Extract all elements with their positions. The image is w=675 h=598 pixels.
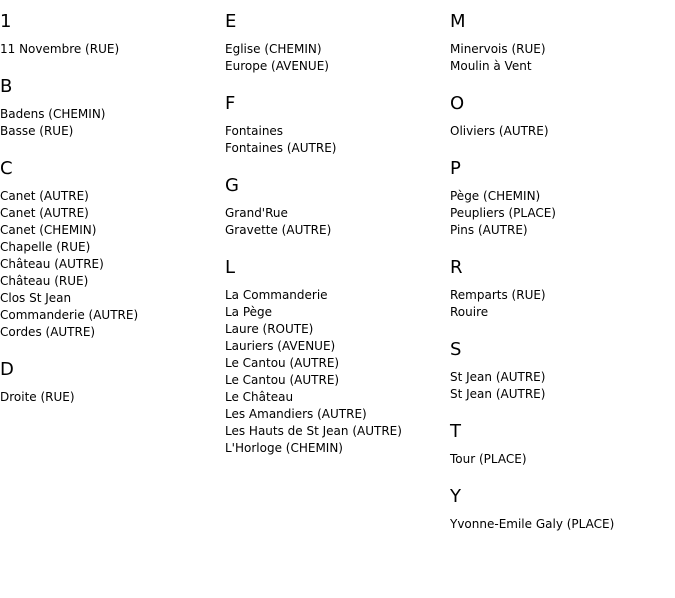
street-link[interactable]: Cordes (AUTRE) <box>0 325 96 339</box>
letter-group <box>225 257 450 457</box>
street-link[interactable]: Moulin à Vent <box>450 59 532 73</box>
street-link[interactable]: Fontaines (AUTRE) <box>225 141 337 155</box>
street-link[interactable]: Pins (AUTRE) <box>450 223 528 237</box>
letter-group <box>450 421 675 468</box>
street-link[interactable]: Droite (RUE) <box>0 390 75 404</box>
street-link[interactable]: Les Amandiers (AUTRE) <box>225 407 367 421</box>
street-link[interactable]: Eglise (CHEMIN) <box>225 42 322 56</box>
letter-group <box>450 158 675 239</box>
street-index-column-2 <box>225 11 450 475</box>
street-link[interactable]: La Commanderie <box>225 288 328 302</box>
street-link[interactable]: Fontaines <box>225 124 284 138</box>
street-link[interactable]: Oliviers (AUTRE) <box>450 124 549 138</box>
letter-group <box>0 359 225 406</box>
street-link[interactable]: Château (AUTRE) <box>0 257 104 271</box>
street-index-column-1 <box>0 11 225 424</box>
letter-group <box>450 257 675 321</box>
letter-group <box>0 11 225 58</box>
letter-group <box>0 158 225 341</box>
letter-heading: F <box>225 93 236 114</box>
street-link[interactable]: 11 Novembre (RUE) <box>0 42 120 56</box>
street-link[interactable]: Les Hauts de St Jean (AUTRE) <box>225 424 402 438</box>
letter-heading: C <box>0 158 13 179</box>
street-link[interactable]: St Jean (AUTRE) <box>450 370 546 384</box>
letter-heading: R <box>450 257 463 278</box>
letter-group <box>450 339 675 403</box>
street-link[interactable]: Le Château <box>225 390 294 404</box>
letter-group <box>450 486 675 533</box>
letter-heading: T <box>450 421 461 442</box>
letter-group <box>0 76 225 140</box>
street-link[interactable]: Laure (ROUTE) <box>225 322 314 336</box>
street-link[interactable]: Canet (AUTRE) <box>0 206 89 220</box>
street-link[interactable]: Badens (CHEMIN) <box>0 107 106 121</box>
street-index-column-3 <box>450 11 675 551</box>
street-link[interactable]: Basse (RUE) <box>0 124 74 138</box>
letter-heading: S <box>450 339 462 360</box>
letter-heading: Y <box>450 486 461 507</box>
street-link[interactable]: Minervois (RUE) <box>450 42 546 56</box>
letter-group <box>450 11 675 75</box>
street-link[interactable]: Pège (CHEMIN) <box>450 189 541 203</box>
street-link[interactable]: Canet (AUTRE) <box>0 189 89 203</box>
letter-heading: E <box>225 11 237 32</box>
letter-group <box>225 93 450 157</box>
street-link[interactable]: Le Cantou (AUTRE) <box>225 356 340 370</box>
street-link[interactable]: Peupliers (PLACE) <box>450 206 556 220</box>
letter-group <box>450 93 675 140</box>
letter-heading: L <box>225 257 236 278</box>
letter-heading: P <box>450 158 461 179</box>
street-link[interactable]: Lauriers (AVENUE) <box>225 339 336 353</box>
street-link[interactable]: Remparts (RUE) <box>450 288 546 302</box>
street-link[interactable]: Le Cantou (AUTRE) <box>225 373 340 387</box>
letter-heading: O <box>450 93 465 114</box>
letter-heading: B <box>0 76 13 97</box>
street-link[interactable]: Gravette (AUTRE) <box>225 223 332 237</box>
street-link[interactable]: Europe (AVENUE) <box>225 59 329 73</box>
letter-group <box>225 11 450 75</box>
street-link[interactable]: La Pège <box>225 305 273 319</box>
street-link[interactable]: L'Horloge (CHEMIN) <box>225 441 343 455</box>
street-link[interactable]: Château (RUE) <box>0 274 89 288</box>
street-link[interactable]: Chapelle (RUE) <box>0 240 91 254</box>
letter-heading: D <box>0 359 14 380</box>
letter-heading: G <box>225 175 239 196</box>
street-link[interactable]: Canet (CHEMIN) <box>0 223 97 237</box>
street-link[interactable]: Clos St Jean <box>0 291 72 305</box>
letter-heading: M <box>450 11 466 32</box>
letter-heading: 1 <box>0 11 12 32</box>
street-link[interactable]: Rouire <box>450 305 489 319</box>
street-link[interactable]: Tour (PLACE) <box>450 452 527 466</box>
street-link[interactable]: St Jean (AUTRE) <box>450 387 546 401</box>
letter-group <box>225 175 450 239</box>
street-link[interactable]: Grand'Rue <box>225 206 288 220</box>
street-link[interactable]: Commanderie (AUTRE) <box>0 308 139 322</box>
street-link[interactable]: Yvonne-Emile Galy (PLACE) <box>450 517 615 531</box>
